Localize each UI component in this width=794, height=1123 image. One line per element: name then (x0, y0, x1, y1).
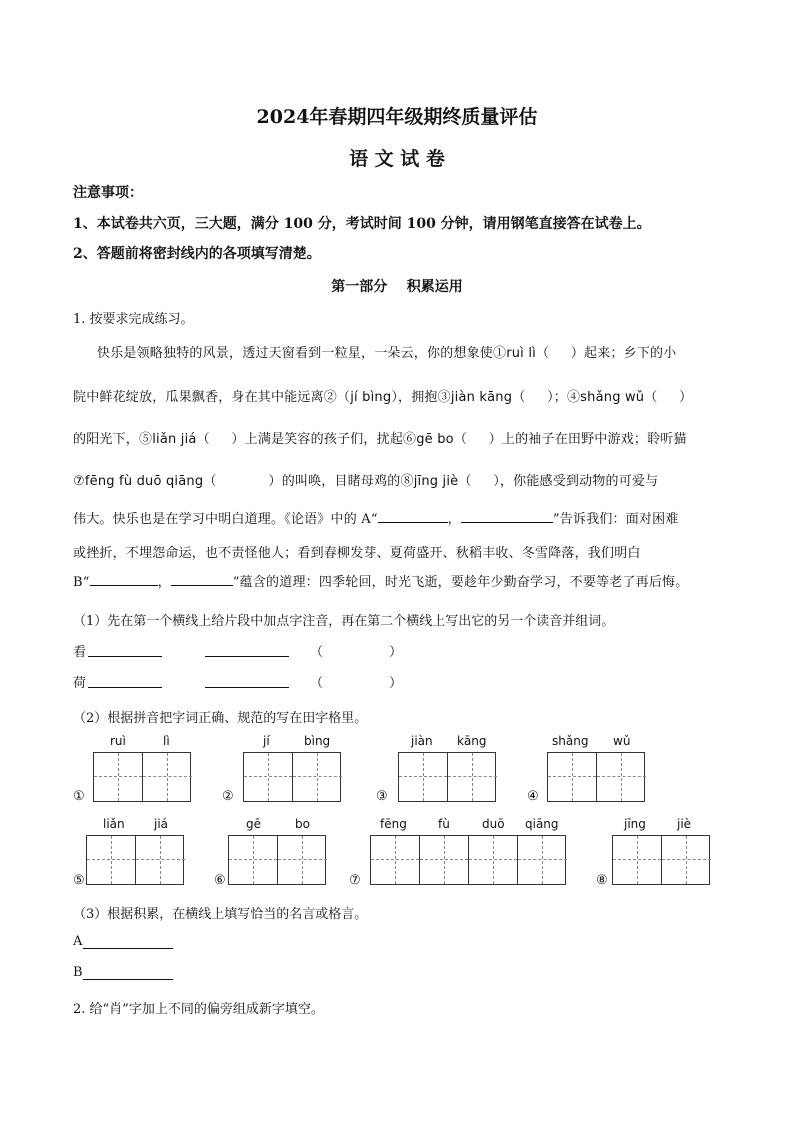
grid-2-pinyin-1: jí (263, 734, 270, 748)
grid-7-pinyin-2: fù (438, 817, 450, 831)
he-word-paren: （ ） (310, 676, 403, 691)
grid-cell[interactable] (597, 753, 646, 801)
grid-cell[interactable] (662, 836, 711, 884)
notes-item-1: 1、本试卷共六页，三大题，满分 100 分，考试时间 100 分钟，请用钢笔直接答在试卷上。 (73, 216, 651, 232)
he-pinyin-blank[interactable] (88, 687, 162, 688)
grid-cell[interactable] (548, 753, 597, 801)
answer-b-blank[interactable] (83, 979, 173, 980)
grid-3-number: ③ (376, 789, 388, 804)
notes-heading: 注意事项： (73, 185, 143, 201)
grid-1[interactable] (93, 752, 191, 802)
question-2-label: 2. 给“肖”字加上不同的偏旁组成新字填空。 (73, 1002, 324, 1017)
exam-subtitle: 语 文 试 卷 (349, 148, 445, 170)
grid-2-number: ② (222, 789, 234, 804)
he-other-reading-blank[interactable] (205, 687, 289, 688)
grid-3[interactable] (398, 752, 496, 802)
grid-7-pinyin-1: fēng (380, 817, 407, 831)
grid-2[interactable] (243, 752, 341, 802)
grid-cell[interactable] (293, 753, 342, 801)
kan-word-paren: （ ） (310, 645, 403, 660)
grid-cell[interactable] (399, 753, 448, 801)
grid-2-pinyin-2: bìng (304, 734, 331, 748)
grid-6-pinyin-2: bo (295, 817, 310, 831)
grid-3-pinyin-1: jiàn (411, 734, 433, 748)
grid-8-pinyin-2: jiè (677, 817, 692, 831)
blank-a-2[interactable] (461, 510, 553, 523)
grid-1-pinyin-1: ruì (110, 734, 126, 748)
passage-line-1: 快乐是领略独特的风景，透过天窗看到一粒星，一朵云，你的想象使①ruì lì（ ）起来；乡下的小 (97, 346, 677, 361)
grid-cell[interactable] (87, 836, 136, 884)
kan-pinyin-blank[interactable] (88, 656, 162, 657)
kan-other-reading-blank[interactable] (205, 656, 289, 657)
grid-cell[interactable] (229, 836, 278, 884)
sub-question-2: （2）根据拼音把字词正确、规范的写在田字格里。 (73, 711, 368, 726)
grid-1-number: ① (73, 789, 85, 804)
passage-line-6: 或挫折，不埋怨命运，也不责怪他人；看到春柳发芽、夏荷盛开、秋稻丰收、冬雪降落，我们明白 (73, 546, 641, 561)
answer-a-blank[interactable] (83, 948, 173, 949)
blank-b-2[interactable] (171, 573, 233, 586)
grid-cell[interactable] (244, 753, 293, 801)
passage-line-7: B“ ， ”蕴含的道理：四季轮回，时光飞逝，要趁年少勤奋学习，不要等老了再后悔。 (73, 575, 689, 590)
grid-1-pinyin-2: lì (163, 734, 170, 748)
blank-a-1[interactable] (378, 510, 448, 523)
grid-cell[interactable] (613, 836, 662, 884)
grid-cell[interactable] (278, 836, 327, 884)
question-1-label: 1. 按要求完成练习。 (73, 312, 194, 327)
sub-question-1: （1）先在第一个横线上给片段中加点字注音，再在第二个横线上写出它的另一个读音并组词。 (73, 614, 615, 629)
passage-line-5: 伟大。快乐也是在学习中明白道理。《论语》中的 A“ ， ”告诉我们：面对困难 (73, 512, 679, 527)
passage-line-4: ⑦fēng fù duō qiāng（ ）的叫唤，目睹母鸡的⑧jīng jiè（ ），你能感受到动物的可爱与 (73, 474, 659, 489)
grid-4[interactable] (547, 752, 645, 802)
grid-5[interactable] (86, 835, 184, 885)
passage-line-3: 的阳光下，⑤liǎn jiá（ ）上满是笑容的孩子们，扰起⑥gē bo（ ）上的袖子在田野中游戏；聆听猫 (73, 432, 687, 447)
answer-b-label: B (73, 965, 83, 980)
grid-3-pinyin-2: kāng (457, 734, 487, 748)
grid-4-pinyin-1: shǎng (552, 734, 589, 748)
grid-4-pinyin-2: wǔ (613, 734, 631, 748)
grid-cell[interactable] (371, 836, 420, 884)
grid-6-number: ⑥ (214, 873, 226, 888)
grid-cell[interactable] (469, 836, 518, 884)
grid-6[interactable] (228, 835, 326, 885)
grid-7-pinyin-3: duō (482, 817, 505, 831)
grid-5-pinyin-2: jiá (154, 817, 169, 831)
grid-cell[interactable] (94, 753, 143, 801)
grid-cell[interactable] (448, 753, 497, 801)
grid-cell[interactable] (420, 836, 469, 884)
char-kan-label: 看 (73, 645, 87, 660)
grid-5-number: ⑤ (73, 873, 85, 888)
exam-title: 2024年春期四年级期终质量评估 (256, 106, 538, 128)
blank-b-1[interactable] (90, 573, 158, 586)
grid-cell[interactable] (518, 836, 567, 884)
passage-line-2: 院中鲜花绽放，瓜果飘香，身在其中能远离②（jí bìng），拥抱③jiàn kāng（ ）；④shǎng wǔ（ ） (73, 390, 693, 405)
grid-4-number: ④ (527, 789, 539, 804)
char-he-label: 荷 (73, 676, 87, 691)
sub-question-3: （3）根据积累，在横线上填写恰当的名言或格言。 (73, 907, 368, 922)
grid-6-pinyin-1: gē (246, 817, 261, 831)
grid-7-pinyin-4: qiāng (525, 817, 559, 831)
grid-7[interactable] (370, 835, 566, 885)
grid-cell[interactable] (136, 836, 185, 884)
grid-7-number: ⑦ (349, 873, 361, 888)
grid-cell[interactable] (143, 753, 192, 801)
notes-item-2: 2、答题前将密封线内的各项填写清楚。 (73, 246, 321, 262)
grid-5-pinyin-1: liǎn (103, 817, 125, 831)
section-title: 第一部分 积累运用 (331, 279, 463, 295)
grid-8-number: ⑧ (596, 873, 608, 888)
grid-8[interactable] (612, 835, 710, 885)
grid-8-pinyin-1: jīng (624, 817, 646, 831)
answer-a-label: A (73, 934, 83, 949)
